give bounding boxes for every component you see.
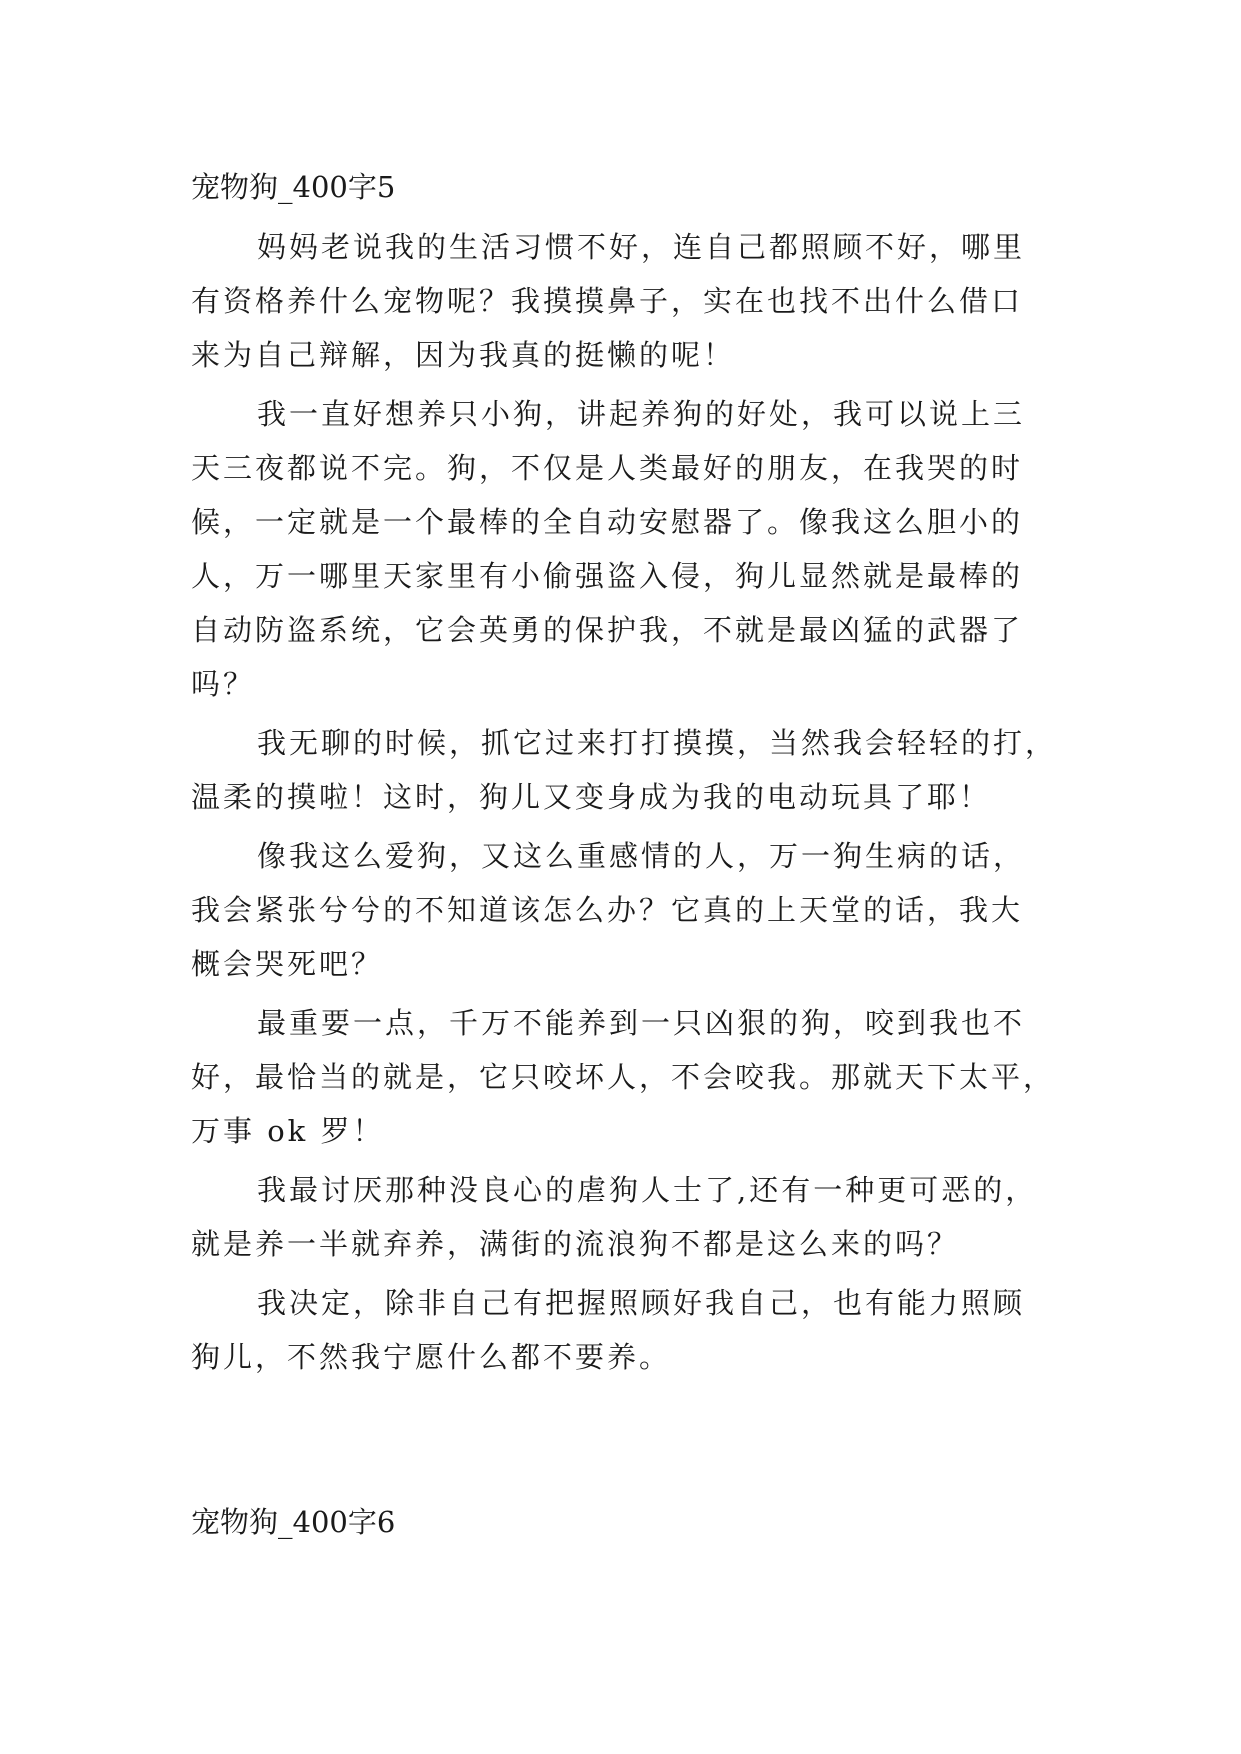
paragraph-line: 我一直好想养只小狗，讲起养狗的好处，我可以说上三 xyxy=(257,397,1026,431)
section-title-6: 宠物狗_400字6 xyxy=(191,1505,396,1539)
paragraph-line: 好，最恰当的就是，它只咬坏人，不会咬我。那就天下太平， xyxy=(191,1060,1056,1094)
paragraph-line: 最重要一点，千万不能养到一只凶狠的狗，咬到我也不 xyxy=(257,1006,1026,1040)
article-body xyxy=(191,220,1058,1389)
paragraph-line: 就是养一半就弃养，满街的流浪狗不都是这么来的吗？ xyxy=(191,1227,960,1261)
paragraph-6 xyxy=(191,1163,1051,1271)
paragraph-line: 人，万一哪里天家里有小偷强盗入侵，狗儿显然就是最棒的 xyxy=(191,559,1024,593)
paragraph-line: 概会哭死吧？ xyxy=(191,947,384,981)
paragraph-line: 妈妈老说我的生活习惯不好，连自己都照顾不好，哪里 xyxy=(257,230,1026,264)
paragraph-line: 有资格养什么宠物呢？我摸摸鼻子，实在也找不出什么借口 xyxy=(191,284,1024,318)
paragraph-line: 温柔的摸啦！这时，狗儿又变身成为我的电动玩具了耶！ xyxy=(191,780,992,814)
paragraph-line: 自动防盗系统，它会英勇的保护我，不就是最凶猛的武器了 xyxy=(191,613,1024,647)
paragraph-line: 天三夜都说不完。狗，不仅是人类最好的朋友，在我哭的时 xyxy=(191,451,1024,485)
paragraph-line: 万事 ok 罗！ xyxy=(191,1114,385,1148)
paragraph-4 xyxy=(191,829,1051,991)
paragraph-7 xyxy=(191,1276,1051,1384)
paragraph-5 xyxy=(191,996,1056,1158)
paragraph-line: 来为自己辩解，因为我真的挺懒的呢！ xyxy=(191,338,736,372)
paragraph-2 xyxy=(191,387,1051,711)
paragraph-line: 狗儿，不然我宁愿什么都不要养。 xyxy=(191,1340,672,1374)
paragraph-line: 像我这么爱狗，又这么重感情的人，万一狗生病的话， xyxy=(257,839,1026,873)
paragraph-line: 候，一定就是一个最棒的全自动安慰器了。像我这么胆小的 xyxy=(191,505,1024,539)
paragraph-line: 我最讨厌那种没良心的虐狗人士了,还有一种更可恶的， xyxy=(257,1173,1038,1207)
paragraph-1 xyxy=(191,220,1051,382)
paragraph-line: 吗？ xyxy=(191,667,256,701)
section-title-5: 宠物狗_400字5 xyxy=(191,170,396,204)
paragraph-line: 我决定，除非自己有把握照顾好我自己，也有能力照顾 xyxy=(257,1286,1026,1320)
paragraph-line: 我无聊的时候，抓它过来打打摸摸，当然我会轻轻的打， xyxy=(257,726,1058,760)
paragraph-line: 我会紧张兮兮的不知道该怎么办？它真的上天堂的话，我大 xyxy=(191,893,1024,927)
paragraph-3 xyxy=(191,716,1058,824)
